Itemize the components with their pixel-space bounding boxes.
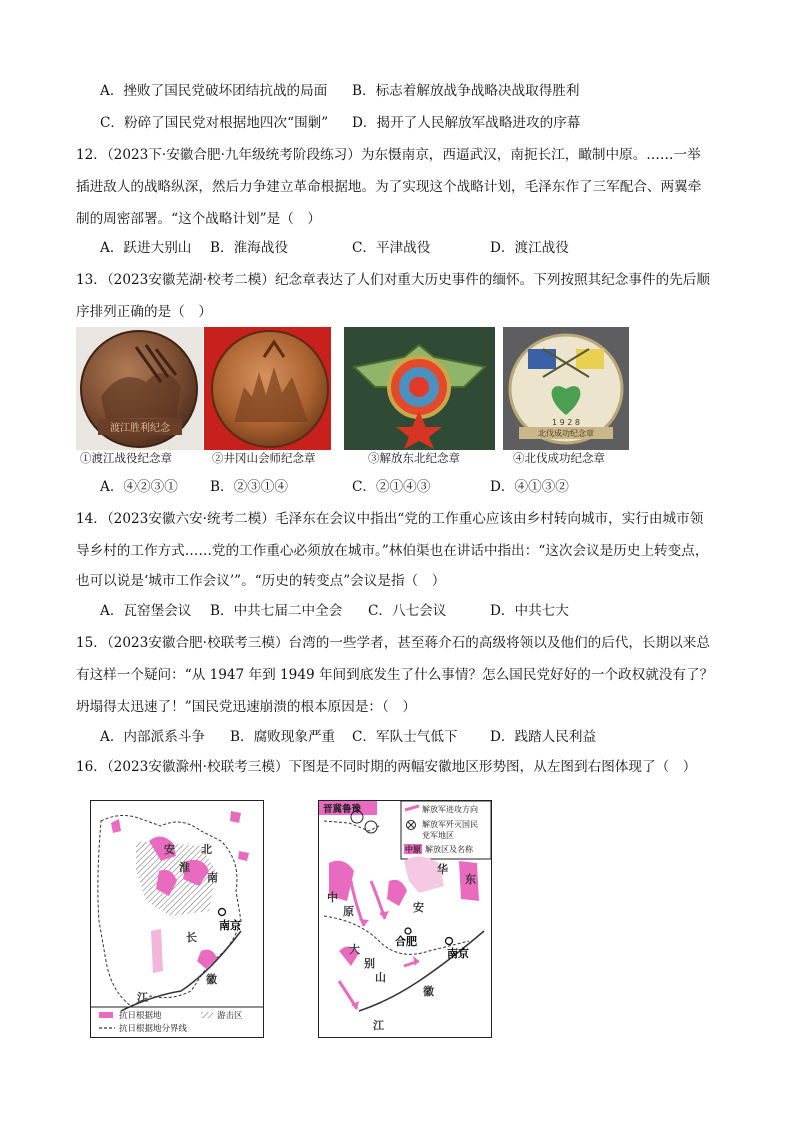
q13-option-b: B．②③①④ xyxy=(210,479,288,495)
q14-option-a: A．瓦窑堡会议 xyxy=(100,603,192,619)
map-right-label-yuan: 原 xyxy=(343,905,354,918)
medal-image-3 xyxy=(344,327,495,450)
q15-stem-line1: 15．（2023安徽合肥·校联考三模）台湾的一些学者，甚至蒋介石的高级将领以及他们的后代，长期以来总 xyxy=(76,635,710,651)
medal4-year: 1 9 2 8 xyxy=(552,418,580,427)
map-right-label-hui: 徽 xyxy=(423,985,434,998)
q15-option-a: A．内部派系斗争 xyxy=(100,729,205,745)
map-right-legend-annihilate: 解放军歼灭国民 xyxy=(422,820,478,829)
map-right-label-jiang: 江 xyxy=(373,1019,384,1032)
map-right-legend-zhongyuan: 中原 xyxy=(405,845,421,854)
q12-option-d: D．渡江战役 xyxy=(490,240,569,256)
map-right-label-da: 大 xyxy=(349,943,360,956)
medal4-band: 北伐成功纪念章 xyxy=(538,429,594,438)
q15-option-c: C．军队士气低下 xyxy=(352,729,458,745)
map-right xyxy=(318,800,492,1038)
map-left-label-nanjing: 南京 xyxy=(219,919,241,932)
map-left xyxy=(90,800,264,1038)
q15-option-b: B．腐败现象严重 xyxy=(230,729,336,745)
map-right-legend-liberated: 解放区及名称 xyxy=(425,845,473,854)
map-right-legend-attack: 解放军进攻方向 xyxy=(422,805,478,814)
medal-caption-2: ②井冈山会师纪念章 xyxy=(212,451,316,465)
q14-option-c: C．八七会议 xyxy=(368,603,447,619)
map-right-label-hefei: 合肥 xyxy=(395,935,417,948)
q11-option-d: D．揭开了人民解放军战略进攻的序幕 xyxy=(352,115,581,131)
map-right-title: 晋冀鲁豫 xyxy=(323,804,362,815)
q12-option-a: A．跃进大别山 xyxy=(100,240,192,256)
q14-option-d: D．中共七大 xyxy=(490,603,569,619)
map-left-label-hui: 徽 xyxy=(206,973,217,986)
q15-stem-line2: 有这样一个疑问：“从 1947 年到 1949 年间到底发生了什么事情？怎么国民党好好的一个政权就没有了？ xyxy=(76,667,714,683)
q15-option-d: D．践踏人民利益 xyxy=(490,729,597,745)
map-right-label-shan: 山 xyxy=(375,971,386,984)
q14-option-b: B．中共七届二中全会 xyxy=(210,603,343,619)
q13-stem-line2: 序排列正确的是（ ） xyxy=(76,304,212,320)
map-left-legend-guerrilla: 游击区 xyxy=(217,1011,243,1021)
map-left-label-nan: 南 xyxy=(207,871,218,884)
q14-stem-line1: 14．（2023安徽六安·统考二模）毛泽东在会议中指出“党的工作重心应该由乡村转向城市，实行由城市领 xyxy=(76,511,704,527)
map-right-legend-annihilate-2: 党军地区 xyxy=(422,831,454,840)
q12-stem-line2: 插进敌人的战略纵深，然后力争建立革命根据地。为了实现这个战略计划，毛泽东作了三军配合、两翼牵 xyxy=(76,179,702,195)
medal-caption-3: ③解放东北纪念章 xyxy=(368,451,460,465)
map-right-label-hua: 华 xyxy=(437,863,448,876)
map-right-label-zhong: 中 xyxy=(327,891,338,904)
map-left-label-chang: 长 xyxy=(186,931,197,944)
q13-stem-line1: 13．（2023安徽芜湖·校考二模）纪念章表达了人们对重大历史事件的缅怀。下列按照其纪念事件的先后顺 xyxy=(76,272,710,288)
map-left-label-jiang: 江 xyxy=(137,991,148,1004)
q12-stem-line1: 12．（2023下·安徽合肥·九年级统考阶段练习）为东慑南京，西逼武汉，南扼长江，瞰制中原。……一举 xyxy=(76,147,701,163)
q12-option-b: B．淮海战役 xyxy=(210,240,288,256)
medal-image-2 xyxy=(204,327,331,450)
map-right-label-nanjing: 南京 xyxy=(447,947,469,960)
q13-option-d: D．④①③② xyxy=(490,479,569,495)
q13-option-c: C．②①④③ xyxy=(352,479,431,495)
map-left-label-an: 安 xyxy=(164,843,175,856)
q14-stem-line2: 导乡村的工作方式……党的工作重心必须放在城市。”林伯渠也在讲话中指出：“这次会议是历史上转变点， xyxy=(76,543,709,559)
map-left-label-bei: 北 xyxy=(201,843,212,856)
q16-stem-line1: 16．（2023安徽滁州·校联考三模）下图是不同时期的两幅安徽地区形势图，从左图到右图体现了（ ） xyxy=(76,759,697,775)
medal1-inscription: 渡江胜利纪念 xyxy=(110,423,170,434)
q11-option-a: A．挫败了国民党破坏团结抗战的局面 xyxy=(100,83,328,99)
medal-image-1 xyxy=(76,327,203,450)
map-right-label-an: 安 xyxy=(413,901,424,914)
q12-option-c: C．平津战役 xyxy=(352,240,431,256)
q12-stem-line3: 制的周密部署。“这个战略计划”是（ ） xyxy=(76,211,321,227)
q11-option-c: C．粉碎了国民党对根据地四次“围剿” xyxy=(100,115,329,131)
map-left-legend-base: 抗日根据地 xyxy=(119,1011,162,1021)
medal-caption-1: ①渡江战役纪念章 xyxy=(80,451,172,465)
q11-option-b: B．标志着解放战争战略决战取得胜利 xyxy=(352,83,580,99)
medal-caption-4: ④北伐成功纪念章 xyxy=(513,451,605,465)
q15-stem-line3: 坍塌得太迅速了！”国民党迅速崩溃的根本原因是：（ ） xyxy=(76,699,416,715)
map-right-label-bie: 别 xyxy=(364,957,375,970)
medal-image-4 xyxy=(503,327,629,450)
q14-stem-line3: 也可以说是‘城市工作会议’”。“历史的转变点”会议是指（ ） xyxy=(76,573,446,589)
map-left-legend-boundary: 抗日根据地分界线 xyxy=(119,1024,188,1034)
map-right-label-dong: 东 xyxy=(465,873,476,886)
map-left-label-huai: 淮 xyxy=(179,861,190,874)
q13-option-a: A．④②③① xyxy=(100,479,178,495)
